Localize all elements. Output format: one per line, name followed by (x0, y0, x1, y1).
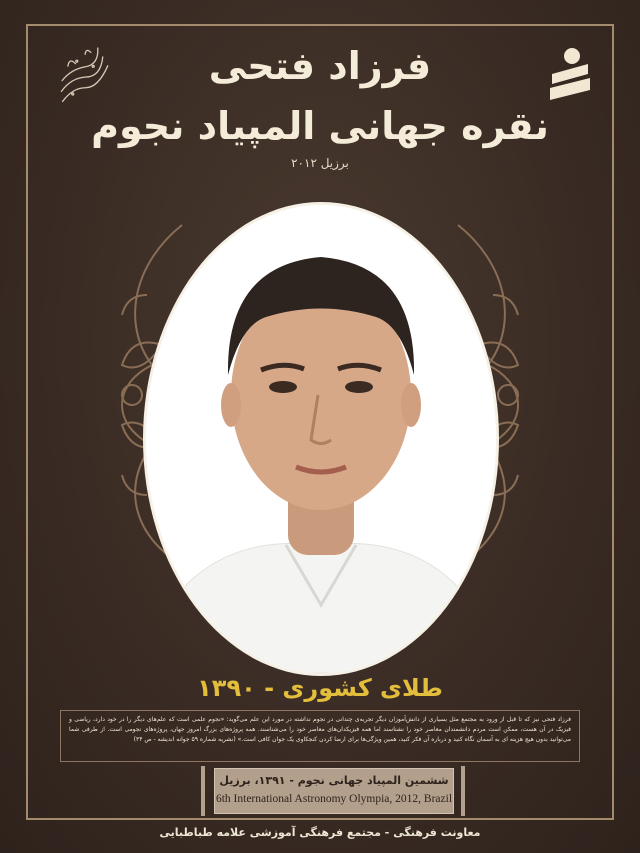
biography-text: فرزاد فتحی نیز که تا قبل از ورود به مجتمع مثل بسیاری از دانش‌آموزان دیگر تجربه‌ی چندانی در نجوم نداشته در مورد این علم می‌گوید: «نجوم علمی است که علم‌های دیگر را در خود دارد، ریاضی و فیزیک در آن هست، ممکن است مردم دانشمندان معاصر خود را نشناسند اما همه فیزیکدان‌های معاصر خود را می‌شناسند. همه پروژه‌های بزرگ امروز جهان، پروژه‌های نجومی است. از طرفی شما می‌توانید بدون هیچ هزینه ای به آسمان نگاه کنید و درباره آن فکر کنید، همین ویژگی‌ها برای ارضا کردن کنجکاوی یک جوان کافی است.» (نشریه شماره ۵۹ جوانه اندیشه - ص ۳۴) (60, 710, 580, 762)
portrait-illustration (146, 205, 496, 673)
olympiad-caption-band (214, 768, 454, 814)
caption-english: 6th International Astronomy Olympia, 2012, Brazil (215, 793, 453, 805)
national-gold-award: طلای کشوری - ۱۳۹۰ (197, 674, 443, 702)
location-year: برزیل ۲۰۱۲ (291, 156, 349, 170)
caption-right-bar (461, 766, 465, 816)
medal-title: نقره جهانی المپیاد نجوم (91, 104, 549, 148)
caption-persian: ششمین المپیاد جهانی نجوم - ۱۳۹۱، برزیل (219, 774, 449, 787)
student-name-title: فرزاد فتحی (208, 44, 432, 88)
footer-credit: معاونت فرهنگی - مجتمع فرهنگی آموزشی علامه طباطبایی (159, 826, 481, 839)
caption-left-bar (201, 766, 205, 816)
student-portrait (146, 205, 496, 673)
